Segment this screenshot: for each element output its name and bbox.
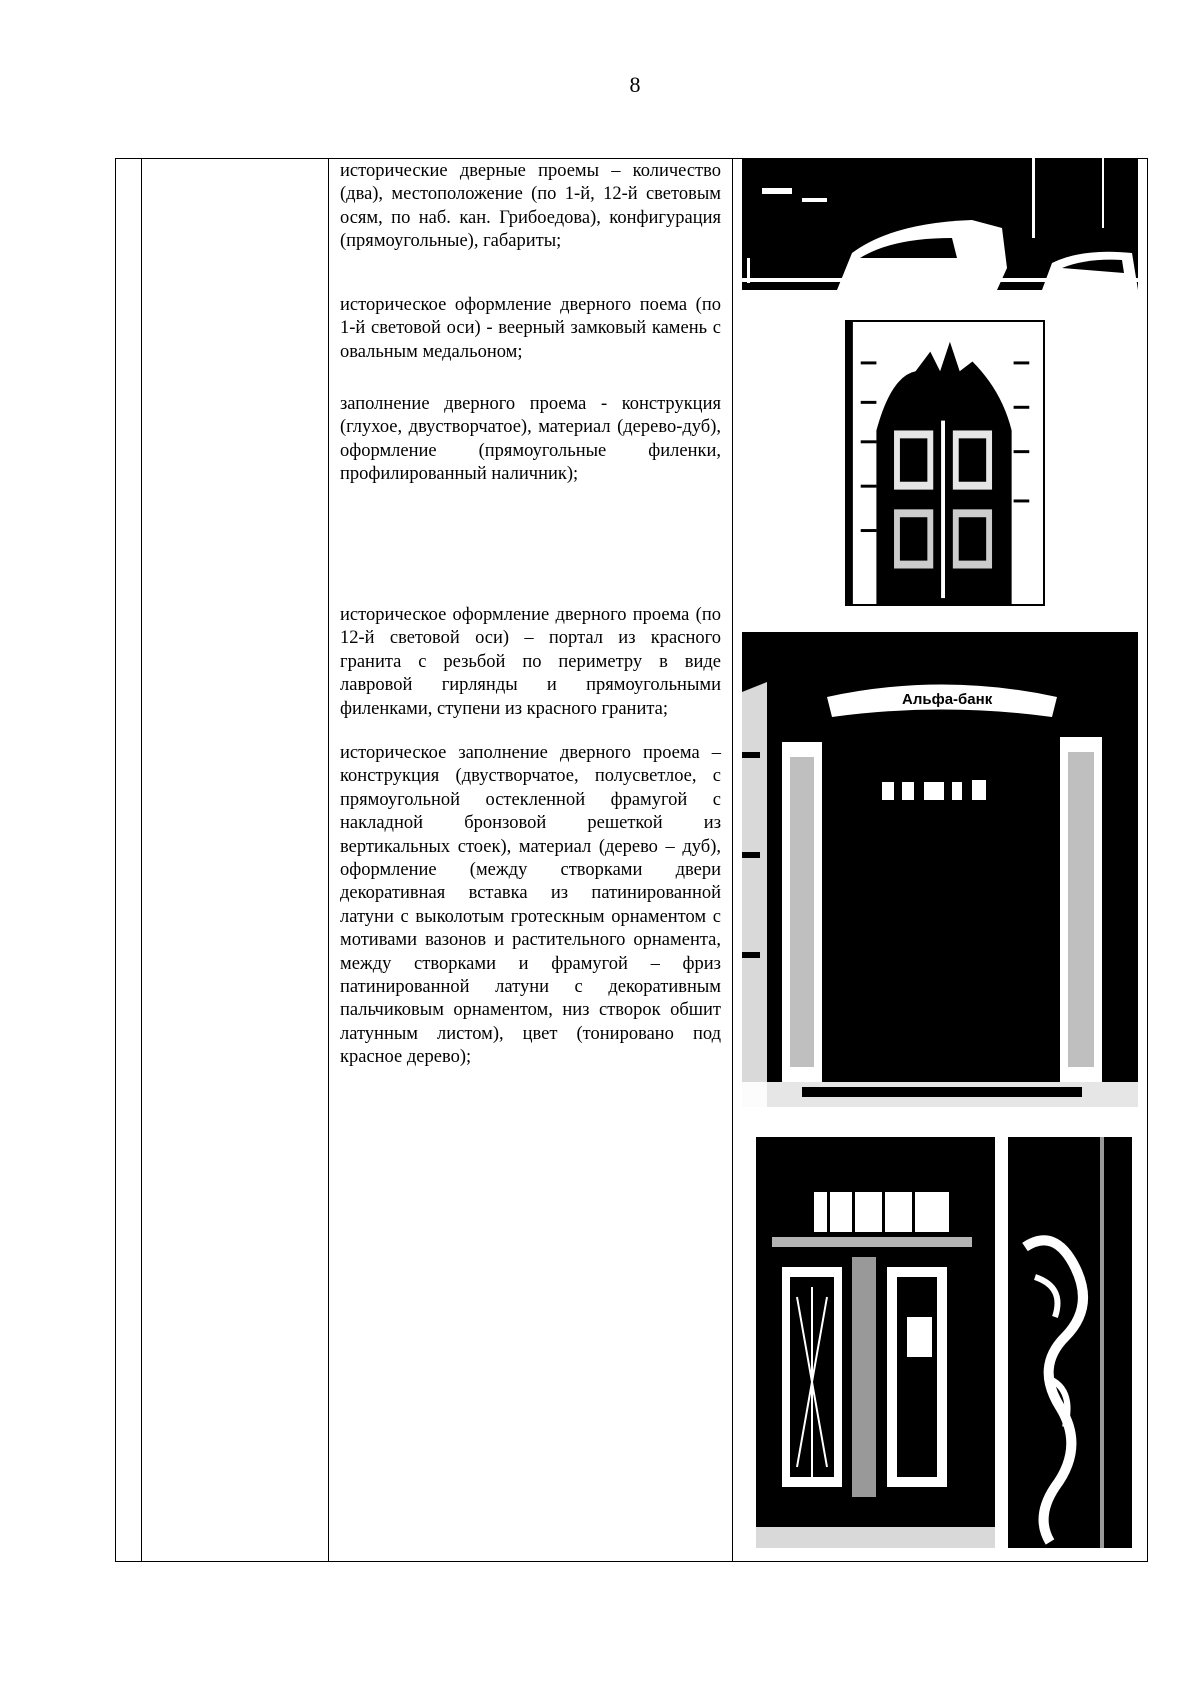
column-divider [328, 158, 329, 1562]
entry-door-decoration-axis-1: историческое оформление дверного поема (по 1-й световой оси) - веерный замковый камень с овальным медальоном; [340, 295, 721, 362]
photo-door-axis-1 [845, 320, 1045, 606]
entry-door-filling-axis-1: заполнение дверного проема - конструкция (глухое, двустворчатое), материал (дерево-дуб), оформление (прямоугольные филенки, профилированный наличник); [340, 394, 721, 485]
photo-street-facade [742, 158, 1138, 290]
column-divider [732, 158, 733, 1562]
column-divider [141, 158, 142, 1562]
entry-door-decoration-axis-12: историческое оформление дверного проема (по 12-й световой оси) – портал из красного гранита с резьбой по периметру в виде лавровой гирлянды и прямоугольными филенками, ступени из красного гранита; [340, 605, 721, 719]
photo-granite-portal [742, 632, 1138, 1107]
page-number: 8 [629, 72, 641, 97]
photo-ornament-detail [1005, 1137, 1132, 1548]
entry-door-filling-axis-12: историческое заполнение дверного проема – конструкция (двустворчатое, полусветлое, с прямоугольной остекленной фрамугой с накладной бронзовой решеткой из вертикальных стоек), материал (дерево – дуб), оформление (между створками двери декоративная вставка из патинированной латуни с выколотым гротескным орнаментом с мотивами вазонов и растительного орнамента, между створками и фрамугой – фриз патинированной латуни с декоративным пальчиковым орнаментом, низ створок обшит латунным листом), цвет (тонировано под красное дерево); [340, 743, 721, 1068]
portal-sign-text: Альфа-банк [902, 691, 993, 708]
entry-door-openings: исторические дверные проемы – количество (два), местоположение (по 1-й, 12-й световым осям, по наб. кан. Грибоедова), конфигурация (прямоугольные), габариты; [340, 161, 721, 252]
photo-door-detail [752, 1137, 995, 1548]
